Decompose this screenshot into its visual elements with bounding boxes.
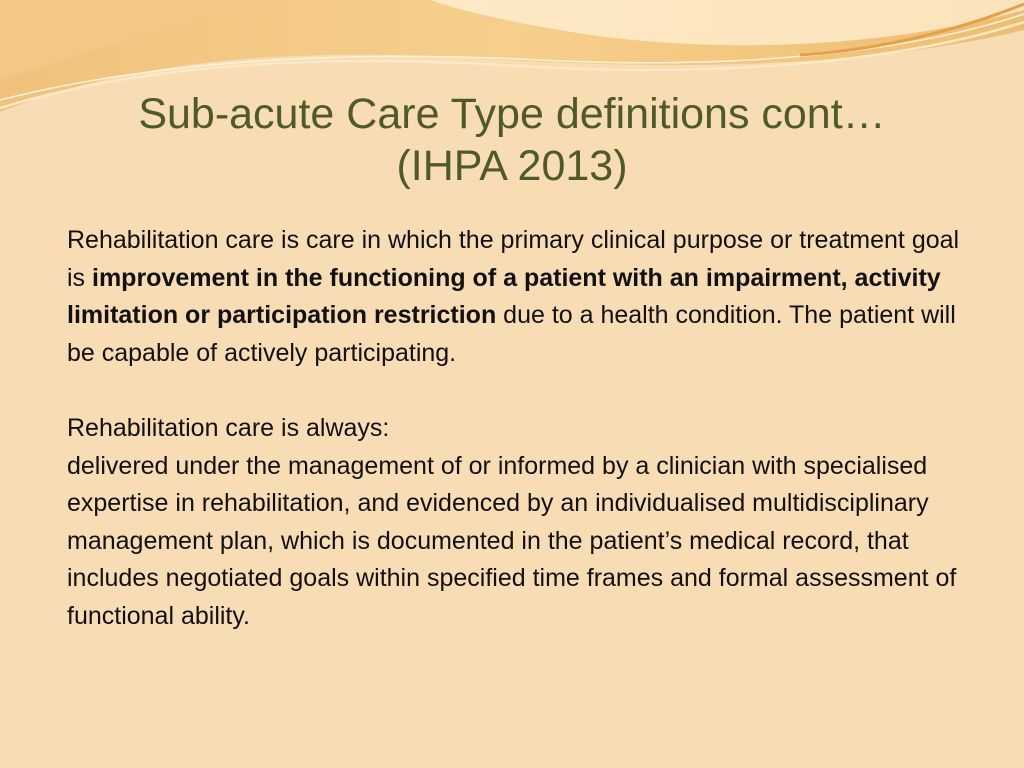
always-heading: Rehabilitation care is always: — [67, 413, 390, 442]
paragraph-spacer — [67, 372, 972, 410]
slide-title — [30, 88, 994, 192]
title-line-1: Sub-acute Care Type definitions cont… — [138, 90, 886, 138]
definition-text-end: due to a health condition. The patient will be capable of actively participating. — [67, 301, 956, 367]
always-description: delivered under the management of or informed by a clinician with specialised expertise in rehabilitation, and evidenced by an individualised multidisciplinary management plan, which is documented in the patient’s medical record, that includes negotiated goals within specified time frames and formal assessment of functional ability. — [67, 451, 957, 630]
definition-paragraph — [67, 222, 972, 372]
slide-body — [67, 222, 972, 636]
definition-text-start: Rehabilitation care is care in which the primary clinical purpose or treatment goal is — [67, 226, 960, 292]
title-line-2: (IHPA 2013) — [396, 142, 628, 190]
definition-emphasis: improvement in the functioning of a patient with an impairment, activity limitation or participation restriction — [67, 263, 941, 330]
